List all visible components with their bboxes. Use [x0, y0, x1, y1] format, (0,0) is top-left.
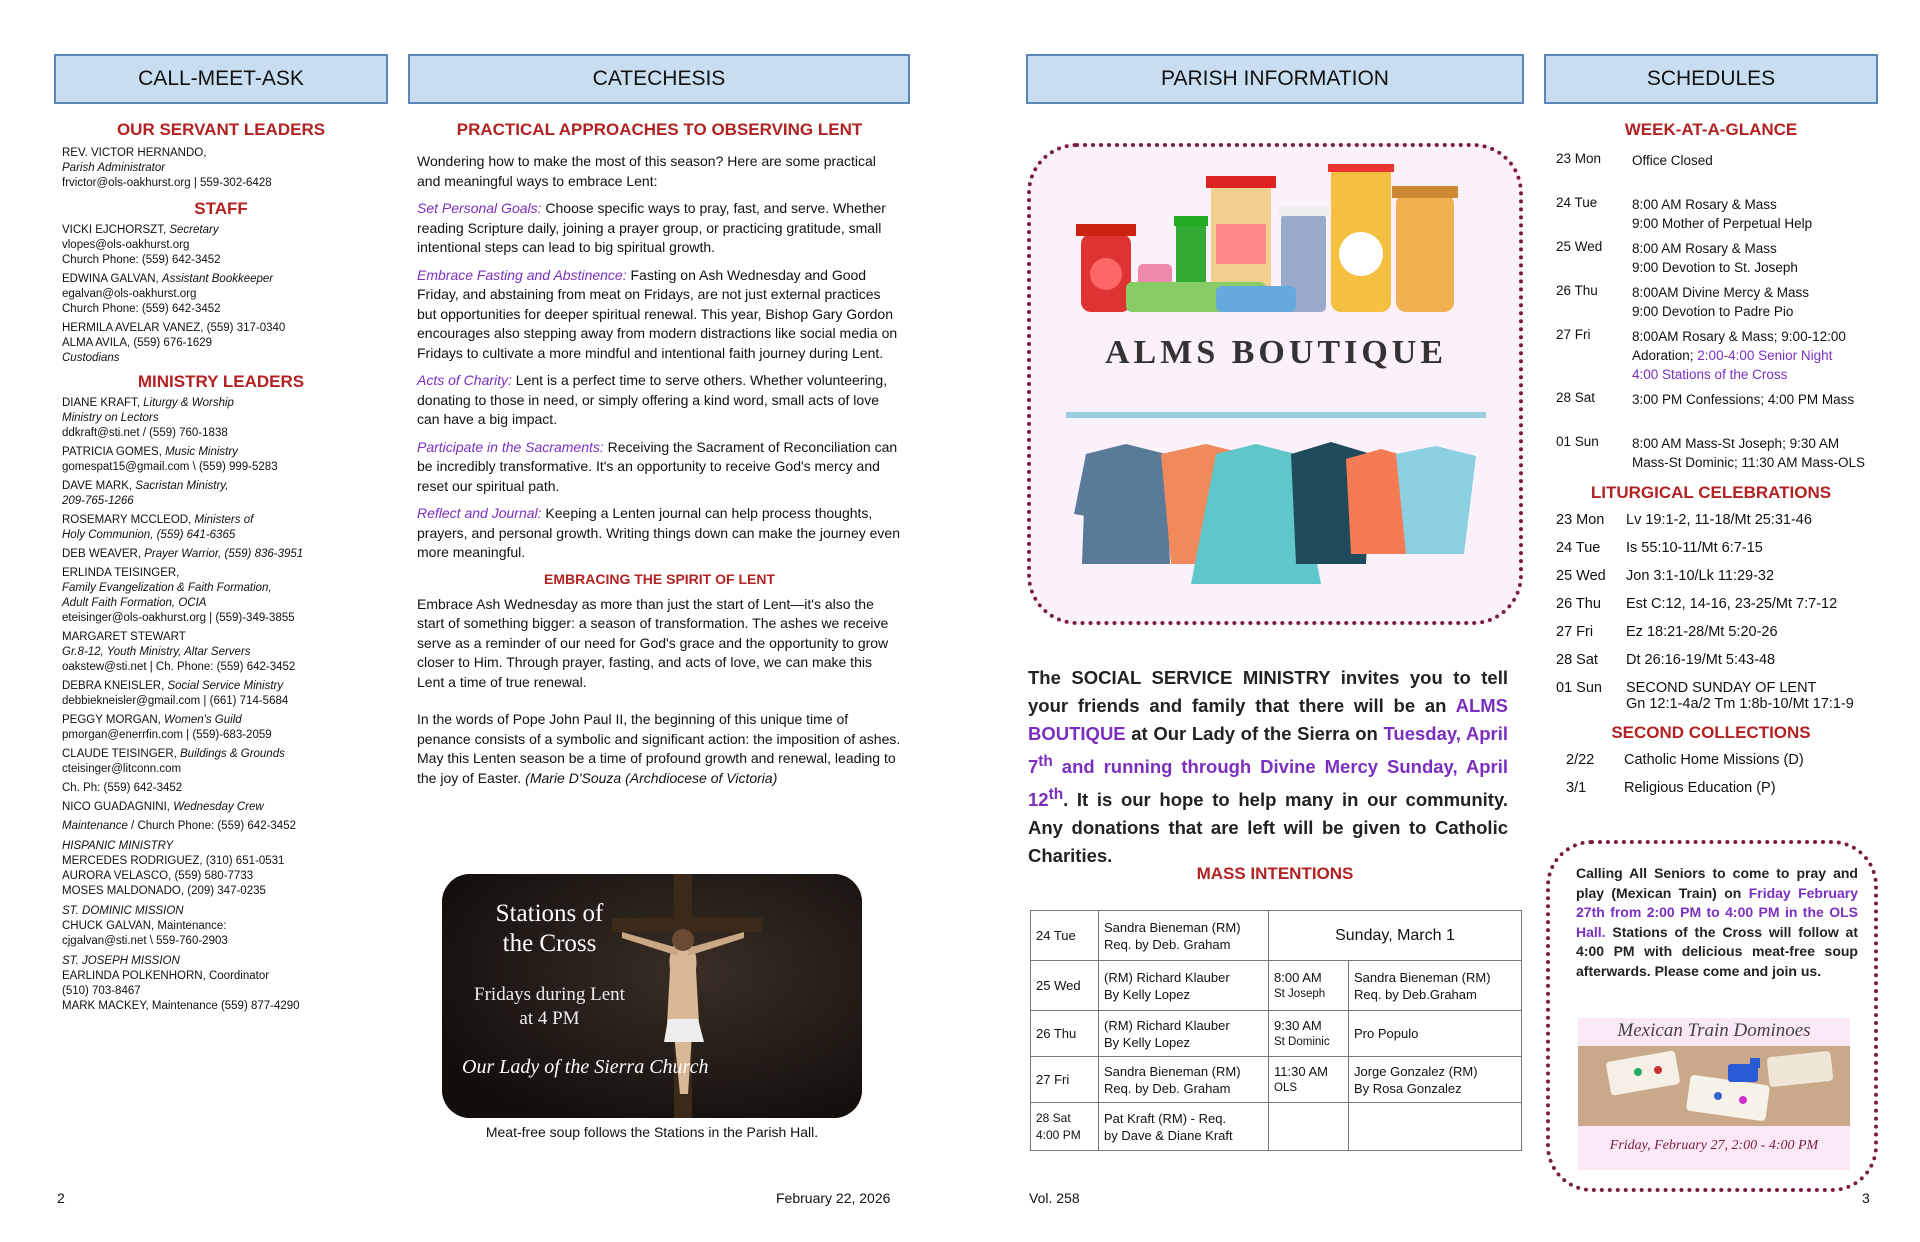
ministry-role-line: Gr.8-12, Youth Ministry, Altar Servers	[62, 646, 251, 658]
clothes-rack-illustration	[1066, 404, 1486, 594]
staff-contact: vlopes@ols-oakhurst.org	[62, 239, 190, 251]
catechesis-column	[408, 54, 910, 1140]
table-row	[1556, 280, 1865, 324]
table-row	[1566, 749, 1804, 777]
social-sup2: th	[1048, 786, 1064, 804]
lent-item-lead: Acts of Charity:	[417, 372, 512, 388]
dominoes-title: Mexican Train Dominoes	[1617, 1020, 1811, 1041]
parish-info-header: PARISH INFORMATION	[1026, 54, 1524, 104]
table-row	[1031, 1057, 1522, 1103]
week-event-line: Adoration; 2:00-4:00 Senior Night	[1632, 348, 1833, 363]
seniors-text	[1576, 864, 1858, 981]
servant-leaders-title: OUR SERVANT LEADERS	[116, 120, 326, 139]
ministry-role-line: Holy Communion, (559) 641-6365	[62, 529, 236, 541]
lit-reading-line: Est C:12, 14-16, 23-25/Mt 7:7-12	[1626, 596, 1838, 612]
ministry-contact: pmorgan@enerrfin.com | (559)-683-2059	[62, 729, 272, 741]
staff-entry	[62, 223, 388, 268]
custodians-label: Custodians	[62, 352, 120, 364]
stations-fridays: Fridays during Lent	[474, 984, 625, 1005]
lent-item-text: Lent is a perfect time to serve others. Whether volunteering, donating to those in need, or simply offering a kind word, small acts of love can have a big impact.	[417, 372, 887, 427]
mass-intentions-table	[1030, 910, 1522, 1151]
list-item: cjgalvan@sti.net \ 559-760-2903	[62, 935, 228, 947]
schedules-header: SCHEDULES	[1544, 54, 1878, 104]
ministry-entry	[62, 396, 388, 441]
mass-time: 9:30 AM St Dominic	[1269, 1011, 1349, 1057]
ministry-role-line: Adult Faith Formation, OCIA	[62, 597, 207, 609]
social-date1: Tuesday, April 7	[1028, 723, 1509, 778]
ministry-contact: oakstew@sti.net | Ch. Phone: (559) 642-3452	[62, 661, 296, 673]
week-events	[1632, 148, 1865, 192]
seniors-purple: Friday February 27th from 2:00 PM to 4:00 PM in the OLS Hall.	[1576, 884, 1858, 940]
collection-name: Catholic Home Missions (D)	[1624, 752, 1804, 768]
table-row	[1556, 148, 1865, 192]
nico-maintenance: Maintenance	[62, 820, 128, 832]
st-joseph-title: ST. JOSEPH MISSION	[62, 955, 180, 967]
ministry-entry	[62, 513, 388, 543]
ministry-entry	[62, 445, 388, 475]
ministry-name-line	[62, 445, 388, 460]
dominoes-illustration	[1578, 1046, 1850, 1126]
ministry-entry	[62, 747, 388, 777]
list-item: EARLINDA POLKENHORN, Coordinator	[62, 970, 270, 982]
mass-day: 26 Thu	[1031, 1011, 1099, 1057]
staff-list	[54, 223, 388, 366]
mass-intention: (RM) Richard Klauber By Kelly Lopez	[1099, 961, 1269, 1011]
embracing-spirit-title: EMBRACING THE SPIRIT OF LENT	[544, 570, 775, 587]
ministry-contact: ddkraft@sti.net / (559) 760-1838	[62, 427, 228, 439]
staff-name-line	[62, 336, 388, 351]
table-row	[1556, 677, 1854, 715]
lent-item-text: Receiving the Sacrament of Reconciliation can be incredibly transformative. It's an opportunity to receive God's mercy and reset our spiritual path.	[417, 438, 898, 494]
lent-item-lead: Reflect and Journal:	[417, 505, 542, 521]
week-event-line: Mass-St Dominic; 11:30 AM Mass-OLS	[1632, 455, 1866, 470]
week-event-line: 9:00 Devotion to St. Joseph	[1632, 260, 1798, 275]
ministry-name: PATRICIA GOMES,	[62, 446, 166, 458]
page-number-right: 3	[1862, 1190, 1870, 1206]
ministry-name: CLAUDE TEISINGER,	[62, 748, 181, 760]
lent-item-lead: Set Personal Goals:	[417, 200, 542, 216]
lent-item	[417, 199, 902, 258]
volume-number: Vol. 258	[1029, 1190, 1080, 1206]
call-meet-ask-column	[54, 54, 388, 1014]
practical-approaches-title: PRACTICAL APPROACHES TO OBSERVING LENT	[456, 120, 863, 139]
lit-day: 01 Sun	[1556, 680, 1602, 696]
lent-item	[417, 371, 902, 430]
ministry-name-line	[62, 513, 388, 528]
ministry-entry	[62, 566, 388, 626]
social-service-text	[1028, 664, 1508, 870]
ministry-entry	[62, 679, 388, 709]
lit-reading	[1626, 509, 1854, 537]
staff-name-line	[62, 321, 388, 336]
lent-item	[417, 438, 902, 497]
liturgical-celebrations-title: LITURGICAL CELEBRATIONS	[1590, 483, 1832, 502]
week-day: 01 Sun	[1556, 434, 1599, 449]
lit-reading	[1626, 537, 1854, 565]
list-item: CHUCK GALVAN, Maintenance:	[62, 920, 227, 932]
lit-reading-line: Is 55:10-11/Mt 6:7-15	[1626, 540, 1763, 556]
staff-contact: Church Phone: (559) 642-3452	[62, 303, 221, 315]
lent-item-text: Keeping a Lenten journal can help process thoughts, prayers, and personal growth. Writing things down can make the journey even more meaningful.	[417, 505, 901, 560]
ministry-role: Social Service Ministry	[167, 680, 284, 692]
hispanic-ministry-title: HISPANIC MINISTRY	[62, 840, 174, 852]
lit-reading-line: Lv 19:1-2, 11-18/Mt 25:31-46	[1626, 512, 1812, 528]
lit-reading-line: Gn 12:1-4a/2 Tm 1:8b-10/Mt 17:1-9	[1626, 696, 1854, 712]
staff-role: Assistant Bookkeeper	[161, 273, 274, 285]
collections-table	[1566, 749, 1804, 805]
lit-reading-line: Ez 18:21-28/Mt 5:20-26	[1626, 624, 1778, 640]
mass-intention: Sandra Bieneman (RM) Req. by Deb. Graham	[1099, 1057, 1269, 1103]
pastor-name: REV. VICTOR HERNANDO,	[62, 147, 207, 159]
staff-entry	[62, 321, 388, 336]
week-event-line: 8:00AM Rosary & Mass; 9:00-12:00	[1632, 329, 1846, 344]
mass-day: 24 Tue	[1031, 911, 1099, 961]
lent-item	[417, 504, 902, 563]
ministry-role: Sacristan Ministry,	[135, 480, 229, 492]
ministry-role-line: 209-765-1266	[62, 495, 134, 507]
week-event-line: 8:00 AM Rosary & Mass	[1632, 197, 1777, 212]
dominoes-caption: Friday, February 27, 2:00 - 4:00 PM	[1609, 1138, 1819, 1153]
lit-reading	[1626, 593, 1854, 621]
week-events	[1632, 387, 1865, 431]
seniors-t2: Stations of the Cross will follow at 4:00 PM with delicious meat-free soup afterwards. Please come and join us.	[1576, 923, 1858, 979]
mass-intention: Pro Populo	[1349, 1011, 1522, 1057]
staff-name: EDWINA GALVAN,	[62, 273, 162, 285]
catechesis-header: CATECHESIS	[408, 54, 910, 104]
st-dominic-title: ST. DOMINIC MISSION	[62, 905, 184, 917]
ministry-name: MARGARET STEWART	[62, 631, 186, 643]
social-date1b: and running through Divine Mercy Sunday, April 12	[1028, 756, 1508, 811]
social-t2: at Our Lady of the Sierra on	[1125, 723, 1384, 744]
social-t3: . It is our hope to help many in our community. Any donations that are left will be given to Catholic Charities.	[1028, 789, 1508, 867]
table-row	[1566, 777, 1804, 805]
page-number-left: 2	[57, 1190, 65, 1206]
ministry-name: ROSEMARY MCCLEOD,	[62, 514, 195, 526]
table-row	[1556, 192, 1865, 236]
list-item: MARK MACKEY, Maintenance (559) 877-4290	[62, 1000, 300, 1012]
seniors-box	[1546, 840, 1878, 1192]
ministry-contact: cteisinger@litconn.com	[62, 763, 182, 775]
lit-day: 28 Sat	[1556, 652, 1598, 668]
ministry-contact: gomespat15@gmail.com \ (559) 999-5283	[62, 461, 278, 473]
table-row	[1556, 537, 1854, 565]
table-row	[1556, 431, 1865, 475]
table-row	[1556, 509, 1854, 537]
ministry-role: Liturgy & Worship	[143, 397, 234, 409]
stations-title-1: Stations of	[495, 900, 604, 927]
staff-name: VICKI EJCHORSZT,	[62, 224, 170, 236]
liturgical-table	[1556, 509, 1854, 715]
embracing-para-1: Embrace Ash Wednesday as more than just the start of Lent—it's also the start of something bigger: a season of transformation. The ashes we receive serve as a reminder of our need for God's grace and the opportunity to grow closer to Him. Through prayer, fasting, and acts of love, we can make this Lent a time of true renewal.	[417, 595, 889, 690]
week-event-purple: 2:00-4:00 Senior Night	[1697, 348, 1833, 363]
mass-intentions-title: MASS INTENTIONS	[1196, 864, 1354, 883]
embracing-para-2-text: In the words of Pope John Paul II, the beginning of this unique time of penance consists of a symbolic and significant action: the imposition of ashes. May this Lenten season be a time of profound growth and renewal, leading to the joy of Easter.	[417, 711, 901, 786]
table-row	[1556, 565, 1854, 593]
mass-intention	[1349, 1103, 1522, 1151]
ministry-name-line	[62, 396, 388, 411]
week-day: 24 Tue	[1556, 195, 1598, 210]
lent-item-lead: Participate in the Sacraments:	[417, 438, 604, 455]
week-day: 28 Sat	[1556, 390, 1596, 405]
mass-time	[1269, 1103, 1349, 1151]
table-row	[1556, 387, 1865, 431]
mass-time: 11:30 AM OLS	[1269, 1057, 1349, 1103]
table-row	[1556, 621, 1854, 649]
week-events	[1632, 280, 1865, 324]
ministry-role: Music Ministry	[165, 446, 238, 458]
staff-name: ALMA AVILA, (559) 676-1629	[62, 337, 213, 349]
embracing-para-2	[417, 710, 902, 788]
parish-info-column	[1026, 54, 1524, 1143]
staff-name-line	[62, 272, 388, 287]
catechesis-intro: Wondering how to make the most of this season? Here are some practical and meaningful ways to embrace Lent:	[417, 153, 876, 189]
lit-day: 27 Fri	[1556, 624, 1594, 640]
table-row	[1556, 236, 1865, 280]
lit-reading-line: Jon 3:1-10/Lk 11:29-32	[1626, 568, 1775, 584]
week-event-line: 9:00 Devotion to Padre Pio	[1632, 304, 1794, 319]
st-dominic-list	[62, 919, 388, 949]
list-item: MERCEDES RODRIGUEZ, (310) 651-0531	[62, 855, 285, 867]
ministry-name-line	[62, 630, 388, 645]
week-events	[1632, 236, 1865, 280]
staff-role: Secretary	[169, 224, 219, 236]
lit-reading-line: SECOND SUNDAY OF LENT	[1626, 680, 1817, 696]
ministry-leaders-title: MINISTRY LEADERS	[137, 372, 305, 391]
staff-entry	[62, 336, 388, 351]
staff-title: STAFF	[194, 199, 248, 218]
week-events	[1632, 192, 1865, 236]
ministry-name-line	[62, 479, 388, 494]
table-row	[1556, 593, 1854, 621]
mass-intention: (RM) Richard Klauber By Kelly Lopez	[1099, 1011, 1269, 1057]
ministry-name: Ch. Ph: (559) 642-3452	[62, 782, 183, 794]
pastor-contact: frvictor@ols-oakhurst.org | 559-302-6428	[62, 177, 272, 189]
lit-reading	[1626, 565, 1854, 593]
list-item: AURORA VELASCO, (559) 580-7733	[62, 870, 254, 882]
ministry-entry	[62, 713, 388, 743]
alms-jars-illustration	[1066, 164, 1486, 314]
social-alms: ALMS BOUTIQUE	[1028, 695, 1508, 744]
week-day: 23 Mon	[1556, 151, 1602, 166]
mass-intention: Jorge Gonzalez (RM) By Rosa Gonzalez	[1349, 1057, 1522, 1103]
mass-day: 27 Fri	[1031, 1057, 1099, 1103]
ministry-entry	[62, 800, 388, 815]
lit-day: 25 Wed	[1556, 568, 1606, 584]
ministry-name: DEBRA KNEISLER,	[62, 680, 168, 692]
week-event-line: 8:00 AM Mass-St Joseph; 9:30 AM	[1632, 436, 1840, 451]
staff-entry	[62, 272, 388, 317]
table-row	[1031, 911, 1522, 961]
dominoes-image	[1578, 1018, 1850, 1170]
pastor-role: Parish Administrator	[62, 162, 166, 174]
ministry-list	[54, 396, 388, 815]
stations-time: at 4 PM	[519, 1008, 580, 1029]
week-event-line: 9:00 Mother of Perpetual Help	[1632, 216, 1813, 231]
week-event-line: 3:00 PM Confessions; 4:00 PM Mass	[1632, 392, 1855, 407]
ministry-role: Buildings & Grounds	[180, 748, 285, 760]
ministry-role-line: Ministry on Lectors	[62, 412, 159, 424]
ministry-name: NICO GUADAGNINI,	[62, 801, 174, 813]
collection-name: Religious Education (P)	[1624, 780, 1776, 796]
social-t1: The SOCIAL SERVICE MINISTRY invites you to tell your friends and family that there will be an	[1028, 667, 1508, 716]
table-row	[1556, 324, 1865, 387]
staff-name-line	[62, 223, 388, 238]
hispanic-list	[62, 854, 388, 899]
staff-contact: egalvan@ols-oakhurst.org	[62, 288, 197, 300]
week-day: 27 Fri	[1556, 327, 1591, 342]
mass-intention: Sandra Bieneman (RM) Req. by Deb. Graham	[1099, 911, 1269, 961]
st-joseph-list	[62, 969, 388, 1014]
collection-date: 2/22	[1566, 752, 1595, 768]
mass-day: 25 Wed	[1031, 961, 1099, 1011]
staff-contact: Church Phone: (559) 642-3452	[62, 254, 221, 266]
stations-church: Our Lady of the Sierra Church	[462, 1056, 709, 1078]
week-events	[1632, 431, 1865, 475]
week-event-purple: 4:00 Stations of the Cross	[1632, 367, 1788, 382]
week-day: 25 Wed	[1556, 239, 1603, 254]
ministry-name-line	[62, 747, 388, 762]
lent-item-lead: Embrace Fasting and Abstinence:	[417, 266, 627, 283]
call-meet-ask-header: CALL-MEET-ASK	[54, 54, 388, 104]
ministry-role: Women's Guild	[164, 714, 242, 726]
ministry-entry	[62, 630, 388, 675]
week-event-line: 8:00 AM Rosary & Mass	[1632, 241, 1777, 256]
alms-boutique-title: ALMS BOUTIQUE	[1105, 334, 1447, 371]
collection-date: 3/1	[1566, 780, 1587, 796]
ministry-name: DAVE MARK,	[62, 480, 136, 492]
mass-intention: Sandra Bieneman (RM) Req. by Deb.Graham	[1349, 961, 1522, 1011]
list-item: MOSES MALDONADO, (209) 347-0235	[62, 885, 266, 897]
ministry-name-line	[62, 800, 388, 815]
lent-item-text: Fasting on Ash Wednesday and Good Friday, and abstaining from meat on Fridays, are not just external practices but opportunities for deeper spiritual renewal. This year, Bishop Gary Gordon encourages also stepping away from modern distractions like social media on Fridays to cultivate a more mindful and intentional faith journey during Lent.	[417, 266, 898, 361]
lit-reading	[1626, 621, 1854, 649]
ministry-entry	[62, 479, 388, 509]
ministry-name-line	[62, 713, 388, 728]
stations-caption: Meat-free soup follows the Stations in the Parish Hall.	[485, 1124, 819, 1140]
table-row	[1031, 1011, 1522, 1057]
ministry-name: ERLINDA TEISINGER,	[62, 567, 180, 579]
ministry-entry	[62, 781, 388, 796]
week-at-a-glance-table	[1556, 148, 1865, 475]
week-event-line: 8:00AM Divine Mercy & Mass	[1632, 285, 1810, 300]
lit-day: 23 Mon	[1556, 512, 1605, 528]
week-events	[1632, 324, 1865, 387]
ministry-role: Wednesday Crew	[173, 801, 264, 813]
lent-item	[417, 266, 902, 364]
ministry-contact: eteisinger@ols-oakhurst.org | (559)-349-3855	[62, 612, 295, 624]
ministry-name: DIANE KRAFT,	[62, 397, 144, 409]
ministry-contact: debbiekneisler@gmail.com | (661) 714-5684	[62, 695, 289, 707]
week-at-a-glance-title: WEEK-AT-A-GLANCE	[1624, 120, 1798, 139]
ministry-name-line	[62, 679, 388, 694]
table-row	[1031, 961, 1522, 1011]
stations-of-cross-image	[442, 874, 862, 1118]
mass-sunday-heading: Sunday, March 1	[1269, 911, 1522, 961]
second-collections-title: SECOND COLLECTIONS	[1611, 723, 1811, 742]
lent-items	[417, 199, 902, 563]
lit-reading	[1626, 677, 1854, 715]
week-event-line: Office Closed	[1632, 153, 1713, 168]
mass-intention: Pat Kraft (RM) - Req. by Dave & Diane Kraft	[1099, 1103, 1269, 1151]
ministry-name-line	[62, 547, 388, 562]
ministry-name-line	[62, 566, 388, 581]
issue-date: February 22, 2026	[776, 1190, 891, 1206]
stations-title-2: the Cross	[502, 930, 597, 957]
ministry-name: DEB WEAVER,	[62, 548, 145, 560]
mass-day: 28 Sat 4:00 PM	[1031, 1103, 1099, 1151]
mass-time: 8:00 AM St Joseph	[1269, 961, 1349, 1011]
nico-phone: / Church Phone: (559) 642-3452	[127, 820, 296, 832]
lit-day: 26 Thu	[1556, 596, 1601, 612]
ministry-role: Ministers of	[194, 514, 254, 526]
table-row	[1556, 649, 1854, 677]
social-sup1: th	[1038, 753, 1053, 770]
lit-reading-line: Dt 26:16-19/Mt 5:43-48	[1626, 652, 1776, 668]
table-row	[1031, 1103, 1522, 1151]
staff-name: HERMILA AVELAR VANEZ, (559) 317-0340	[62, 322, 286, 334]
lit-reading	[1626, 649, 1854, 677]
ministry-role: Prayer Warrior, (559) 836-3951	[144, 548, 304, 560]
ministry-name: PEGGY MORGAN,	[62, 714, 165, 726]
ministry-role-line: Family Evangelization & Faith Formation,	[62, 582, 272, 594]
list-item: (510) 703-8467	[62, 985, 141, 997]
week-day: 26 Thu	[1556, 283, 1598, 298]
schedules-column	[1544, 54, 1878, 1153]
embracing-para-2-cite: (Marie D'Souza (Archdiocese of Victoria)	[525, 769, 778, 786]
seniors-t1: Calling All Seniors to come to pray and play (Mexican Train) on	[1576, 865, 1858, 901]
ministry-name-line	[62, 781, 388, 796]
ministry-entry	[62, 547, 388, 562]
lit-day: 24 Tue	[1556, 540, 1601, 556]
lent-item-text: Choose specific ways to pray, fast, and serve. Whether reading Scripture daily, joining a prayer group, or practicing gratitude, small intentional steps can lead to big spiritual growth.	[417, 200, 886, 255]
